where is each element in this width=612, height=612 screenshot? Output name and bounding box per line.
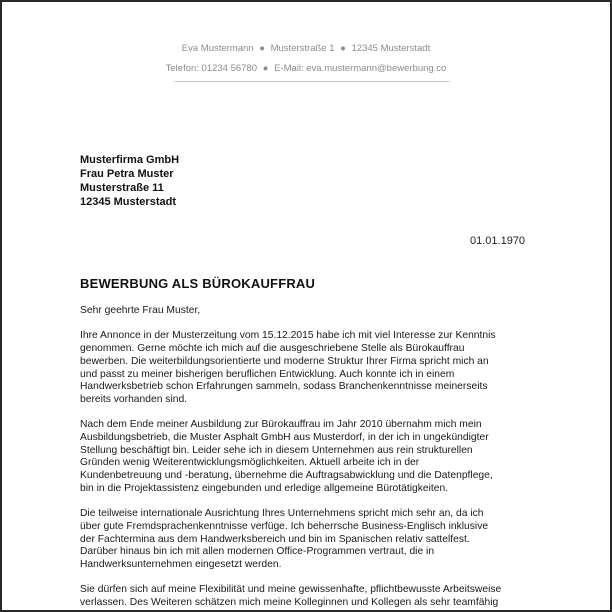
text-line: Die teilweise internationale Ausrichtung Ihres Unternehmens spricht mich sehr an, da ich — [80, 508, 484, 520]
sender-phone: Telefon: 01234 56780 — [165, 63, 258, 74]
sender-street: Musterstraße 1 — [270, 43, 335, 54]
text-line: genommen. Gerne möchte ich mich auf die ausgeschriebene Stelle als Bürokauffrau — [80, 343, 465, 355]
text-line: Stellung beschäftigt bin. Leider sehe ich in diesem Unternehmen aus rein strukturellen — [80, 444, 473, 456]
text-line: bereits vorhanden sind. — [80, 393, 188, 405]
text-line: der Fachtermina aus dem Handwerksbereich und bin im Spanischen relativ sattelfest. — [80, 533, 470, 545]
recipient-address — [80, 153, 179, 209]
text-line: Ausbildungsbetrieb, die Muster Asphalt GmbH aus Musterdorf, in der ich in ungekündigter — [80, 432, 489, 443]
text-line: Darüber hinaus bin ich mit allen modernen Office-Programmen vertraut, die in — [80, 546, 435, 558]
text-line: bewerben. Die weiterbildungsorientierte und moderne Struktur Ihrer Firma spricht mich an — [80, 355, 489, 367]
separator-bullet: ● — [259, 43, 265, 54]
recipient-street: Musterstraße 11 — [80, 182, 164, 194]
separator-bullet: ● — [262, 63, 269, 74]
text-line: Nach dem Ende meiner Ausbildung zur Bürokauffrau im Jahr 2010 übernahm mich mein — [80, 419, 482, 431]
text-line: und passt zu meiner bisherigen beruflichen Entwicklung. Auch konnte ich in einem — [80, 368, 455, 380]
separator-bullet: ● — [340, 43, 346, 54]
paragraph-gap — [80, 407, 540, 420]
sender-email: E-Mail: eva.mustermann@bewerbung.co — [274, 63, 447, 74]
text-line: verlassen. Des Weiteren schätzen mich meine Kolleginnen und Kollegen als sehr teamfähig — [80, 597, 499, 609]
salutation: Sehr geehrte Frau Muster, — [80, 305, 201, 316]
text-line: Ihre Annonce in der Musterzeitung vom 15.12.2015 habe ich mit viel Interesse zur Kenntnis — [80, 330, 496, 342]
sender-address — [2, 43, 610, 54]
paragraph-1 — [80, 330, 540, 406]
recipient-person: Frau Petra Muster — [80, 168, 174, 180]
text-line: Handwerksunternehmen eingesetzt werden. — [80, 559, 282, 571]
sender-contact — [2, 63, 610, 74]
text-line: Sie dürfen sich auf meine Flexibilität und meine gewissenhafte, pflichtbewusste Arbeitsweise — [80, 584, 502, 596]
text-line: über gute Fremdsprachenkenntnisse verfüge. Ich beherrsche Business-Englisch inklusive — [80, 520, 489, 532]
paragraph-gap — [80, 572, 540, 585]
text-line: bin in die Projektassistenz eingebunden und erledige allgemeine Bürotätigkeiten. — [80, 482, 449, 494]
recipient-city: 12345 Musterstadt — [80, 196, 176, 208]
letter-body — [80, 305, 540, 610]
letter-date: 01.01.1970 — [470, 235, 526, 247]
header-divider — [174, 81, 450, 82]
paragraph-gap — [80, 318, 540, 331]
paragraph-3 — [80, 508, 540, 572]
paragraph-4 — [80, 584, 540, 609]
recipient-company: Musterfirma GmbH — [80, 154, 180, 166]
text-line: Kundenbetreuung und -beratung, übernehme die Auftragsabwicklung und die Datenpflege, — [80, 470, 493, 482]
sender-city: 12345 Musterstadt — [351, 43, 431, 54]
sender-name: Eva Mustermann — [181, 43, 254, 54]
paragraph-2 — [80, 419, 540, 495]
text-line: Handwerksbetrieb schon Erfahrungen sammeln, sodass Branchenkenntnisse meinerseits — [80, 381, 488, 393]
paragraph-gap — [80, 496, 540, 509]
letter-subject: BEWERBUNG ALS BÜROKAUFFRAU — [80, 276, 316, 291]
text-line: Gründen wenig Weiterentwicklungsmöglichkeiten. Aktuell arbeite ich in der — [80, 457, 420, 469]
